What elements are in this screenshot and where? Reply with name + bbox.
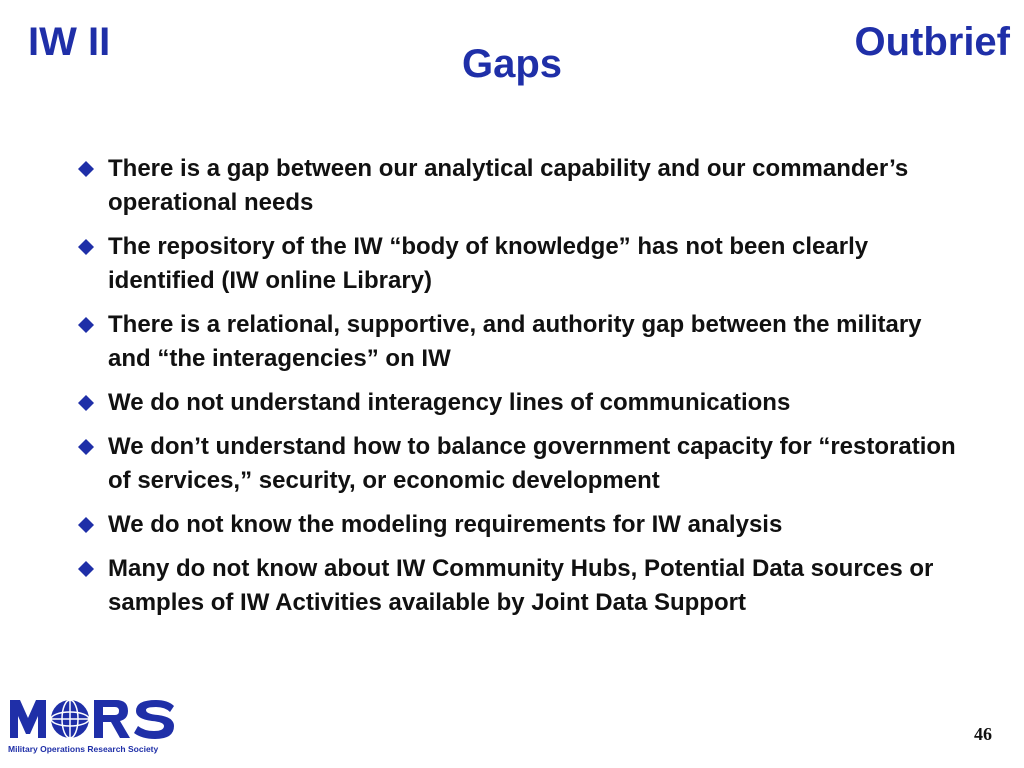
- slide-title: Gaps: [461, 42, 563, 86]
- bullet-text: There is a gap between our analytical capability and our commander’s operational needs: [108, 155, 909, 216]
- logo-tagline: Military Operations Research Society: [8, 744, 159, 754]
- diamond-bullet-icon: [76, 508, 108, 542]
- bullet-item: [76, 152, 956, 220]
- bullet-text: We do not understand interagency lines of communications: [108, 389, 791, 416]
- header-left-label: IW II: [28, 20, 111, 64]
- bullet-text: We do not know the modeling requirements for IW analysis: [108, 511, 783, 538]
- bullet-text: There is a relational, supportive, and authority gap between the military and “the interagencies” on IW: [108, 311, 922, 372]
- diamond-bullet-icon: [76, 430, 108, 464]
- bullet-text: We don’t understand how to balance government capacity for “restoration of services,” security, or economic development: [108, 433, 956, 494]
- bullet-item: [76, 386, 956, 420]
- diamond-bullet-icon: [76, 386, 108, 420]
- bullet-item: [76, 508, 956, 542]
- globe-icon: [51, 700, 89, 738]
- diamond-bullet-icon: [76, 152, 108, 186]
- bullet-item: [76, 430, 956, 498]
- bullet-item: [76, 230, 956, 298]
- diamond-bullet-icon: [76, 308, 108, 342]
- header-right-label: Outbrief: [854, 20, 1010, 64]
- diamond-bullet-icon: [76, 552, 108, 586]
- page-number: 46: [974, 724, 992, 744]
- bullet-item: [76, 308, 956, 376]
- bullet-item: [76, 552, 956, 620]
- bullet-text: The repository of the IW “body of knowledge” has not been clearly identified (IW online Library): [108, 233, 869, 294]
- diamond-bullet-icon: [76, 230, 108, 264]
- bullet-list: [76, 152, 956, 630]
- bullet-text: Many do not know about IW Community Hubs, Potential Data sources or samples of IW Activities available by Joint Data Support: [108, 555, 934, 616]
